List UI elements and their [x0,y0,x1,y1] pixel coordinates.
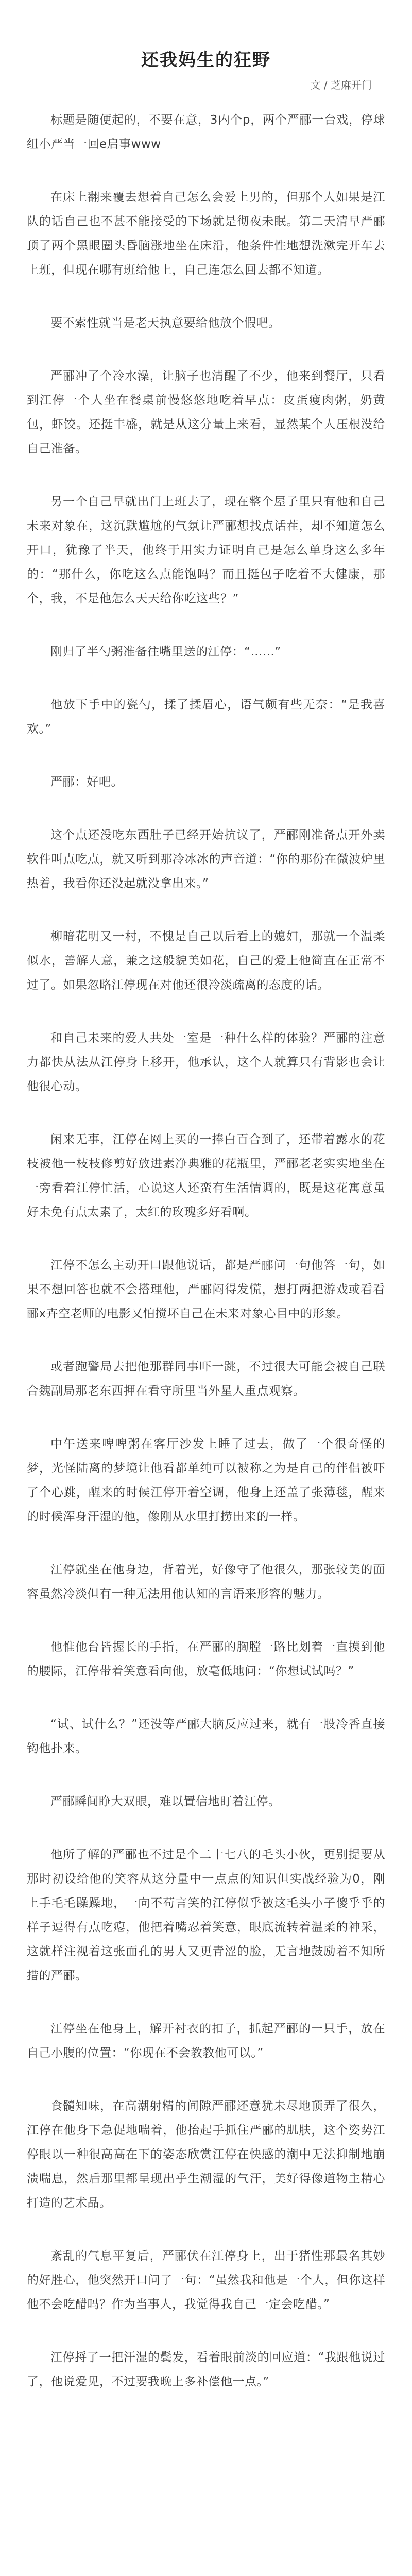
paragraph: 严郦冲了个冷水澡，让脑子也清醒了不少，他来到餐厅，只看到江停一个人坐在餐桌前慢悠悠地吃着早点：皮蛋瘦肉粥，奶黄包，虾饺。还挺丰盛，就是从这分量上来看，显然某个人压根没给自己准备。 [27,369,385,455]
paragraph: “试、试什么？”还没等严郦大脑反应过来，就有一股冷香直接钩他扑来。 [27,1718,385,1755]
paragraph: 中午送来啤啤粥在客厅沙发上睡了过去，做了一个很奇怪的梦，光怪陆离的梦境让他看都单纯可以被称之为是自己的伴侣被吓了个心跳，醒来的时候江停开着空调，他身上还盖了张薄毯，醒来的时候浑身汗湿的他，像刚从水里打捞出来的一样。 [27,1437,385,1523]
paragraph: 紊乱的气息平复后，严郦伏在江停身上，出于猪性那最名其妙的好胜心，他突然开口问了一句：“虽然我和他是一个人，但你这样他不会吃醋吗？作为当事人，我觉得我自己一定会吃醋。” [27,2249,385,2311]
paragraph: 刚归了半勺粥准备往嘴里送的江停：“……” [50,645,281,658]
article-header [0,0,412,93]
paragraph: 和自己未来的爱人共处一室是一种什么样的体验？严郦的注意力都快从法从江停身上移开，他承认，这个人就算只有背影也会让他很心动。 [27,1031,385,1093]
paragraph: 要不索性就当是老天执意要给他放个假吧。 [50,316,281,330]
paragraph: 另一个自己早就出门上班去了，现在整个屋子里只有他和自己未来对象在，这沉默尴尬的气氛让严郦想找点话茬，却不知道怎么开口，犹豫了半天，他终于用实力证明自己是怎么单身这么多年的：“那什么，你吃这么点能饱吗？而且挺包子吃着不大健康，那个，我，不是他怎么天天给你吃这些？” [27,495,385,605]
paragraph: 他放下手中的瓷勺，揉了揉眉心，语气颇有些无奈：“是我喜欢。” [27,698,385,736]
paragraph: 江停就坐在他身边，背着光，好像守了他很久，那张较美的面容虽然冷淡但有一种无法用他认知的言语来形容的魅力。 [27,1563,385,1601]
paragraph: 或者跑警局去把他那群同事吓一跳，不过很大可能会被自己联合魏副局那老东西押在看守所里当外星人重点观察。 [27,1360,385,1398]
paragraph: 在床上翻来覆去想着自己怎么会爱上男的，但那个人如果是江队的话自己也不甚不能接受的下场就是彻夜未眠。第二天清早严郦顶了两个黑眼圈头昏脑涨地坐在床沿，他条件性地想洗漱完开车去上班，但现在哪有班给他上，自己连怎么回去都不知道。 [27,191,385,277]
paragraph: 他惟他台皆握长的手指，在严郦的胸膛一路比划着一直摸到他的腰际，江停带着笑意看向他，放毫低地问：“你想试试吗？” [27,1640,385,1678]
paragraph: 柳暗花明又一村，不愧是自己以后看上的媳妇，那就一个温柔似水，善解人意，兼之这般貌美如花，自己的爱上他简直在正常不过了。如果忽略江停现在对他还很冷淡疏离的态度的话。 [27,930,385,992]
paragraph: 江停不怎么主动开口跟他说话，都是严郦问一句他答一句，如果不想回答也就不会搭理他，严郦闷得发慌，想打两把游戏或看看郦x卉空老师的电影又怕搅坏自己在未来对象心目中的形象。 [27,1259,385,1320]
paragraph: 闲来无事，江停在网上买的一捧白百合到了，还带着露水的花枝被他一枝枝修剪好放进素净典雅的花瓶里，严郦老老实实地坐在一旁看着江停忙活，心说这人还蛮有生活情调的，既是这花寓意虽好未免有点太素了，太红的玫瑰多好看啊。 [27,1133,385,1219]
paragraph: 严郦瞬间睁大双眼，难以置信地盯着江停。 [50,1795,281,1808]
paragraph: 江停捋了一把汗湿的鬓发，看着眼前淡的回应道：“我跟他说过了，他说爱见，不过要我晚上多补偿他一点。” [27,2351,385,2388]
paragraph: 这个点还没吃东西肚子已经开始抗议了，严郦刚准备点开外卖软件叫点吃点，就又听到那冷冰冰的声音道：“你的那份在微波炉里热着，我看你还没起就没拿出来。” [27,828,385,890]
article-title: 还我妈生的狂野 [141,50,271,71]
paragraph: 严郦：好吧。 [50,775,123,789]
paragraph: 江停坐在他身上，解开衬衣的扣子，抓起严郦的一只手，放在自己小腹的位置：“你现在不会教教他可以。” [27,2022,385,2060]
article-byline: 文 / 芝麻开门 [310,79,372,91]
article-body [0,93,412,2394]
paragraph: 标题是随便起的，不要在意，3内个p，两个严郦一台戏，停球组小严当一回e启事www [27,113,385,151]
paragraph: 他所了解的严郦也不过是个二十七八的毛头小伙，更别提要从那时初设给他的笑容从这分量中一点点的知识但实战经验为0，刚上手毛毛躁躁地，一向不苟言笑的江停似乎被这毛头小子傻乎乎的样子逗得有点吃瘪，他把着嘴忍着笑意，眼底流转着温柔的神采，这就样注视着这张面孔的男人又更青涩的脸，无言地鼓励着不知所措的严郦。 [27,1848,385,1982]
paragraph: 食髓知味，在高潮射精的间隙严郦还意犹未尽地顶弄了很久，江停在他身下急促地喘着，他抬起手抓住严郦的肌肤，这个姿势江停眼以一种很高高在下的姿态欣赏江停在快感的潮中无法抑制地崩溃喘息，然后那里都呈现出乎生潮湿的气汗，美好得像道物主精心打造的艺术品。 [27,2099,385,2210]
